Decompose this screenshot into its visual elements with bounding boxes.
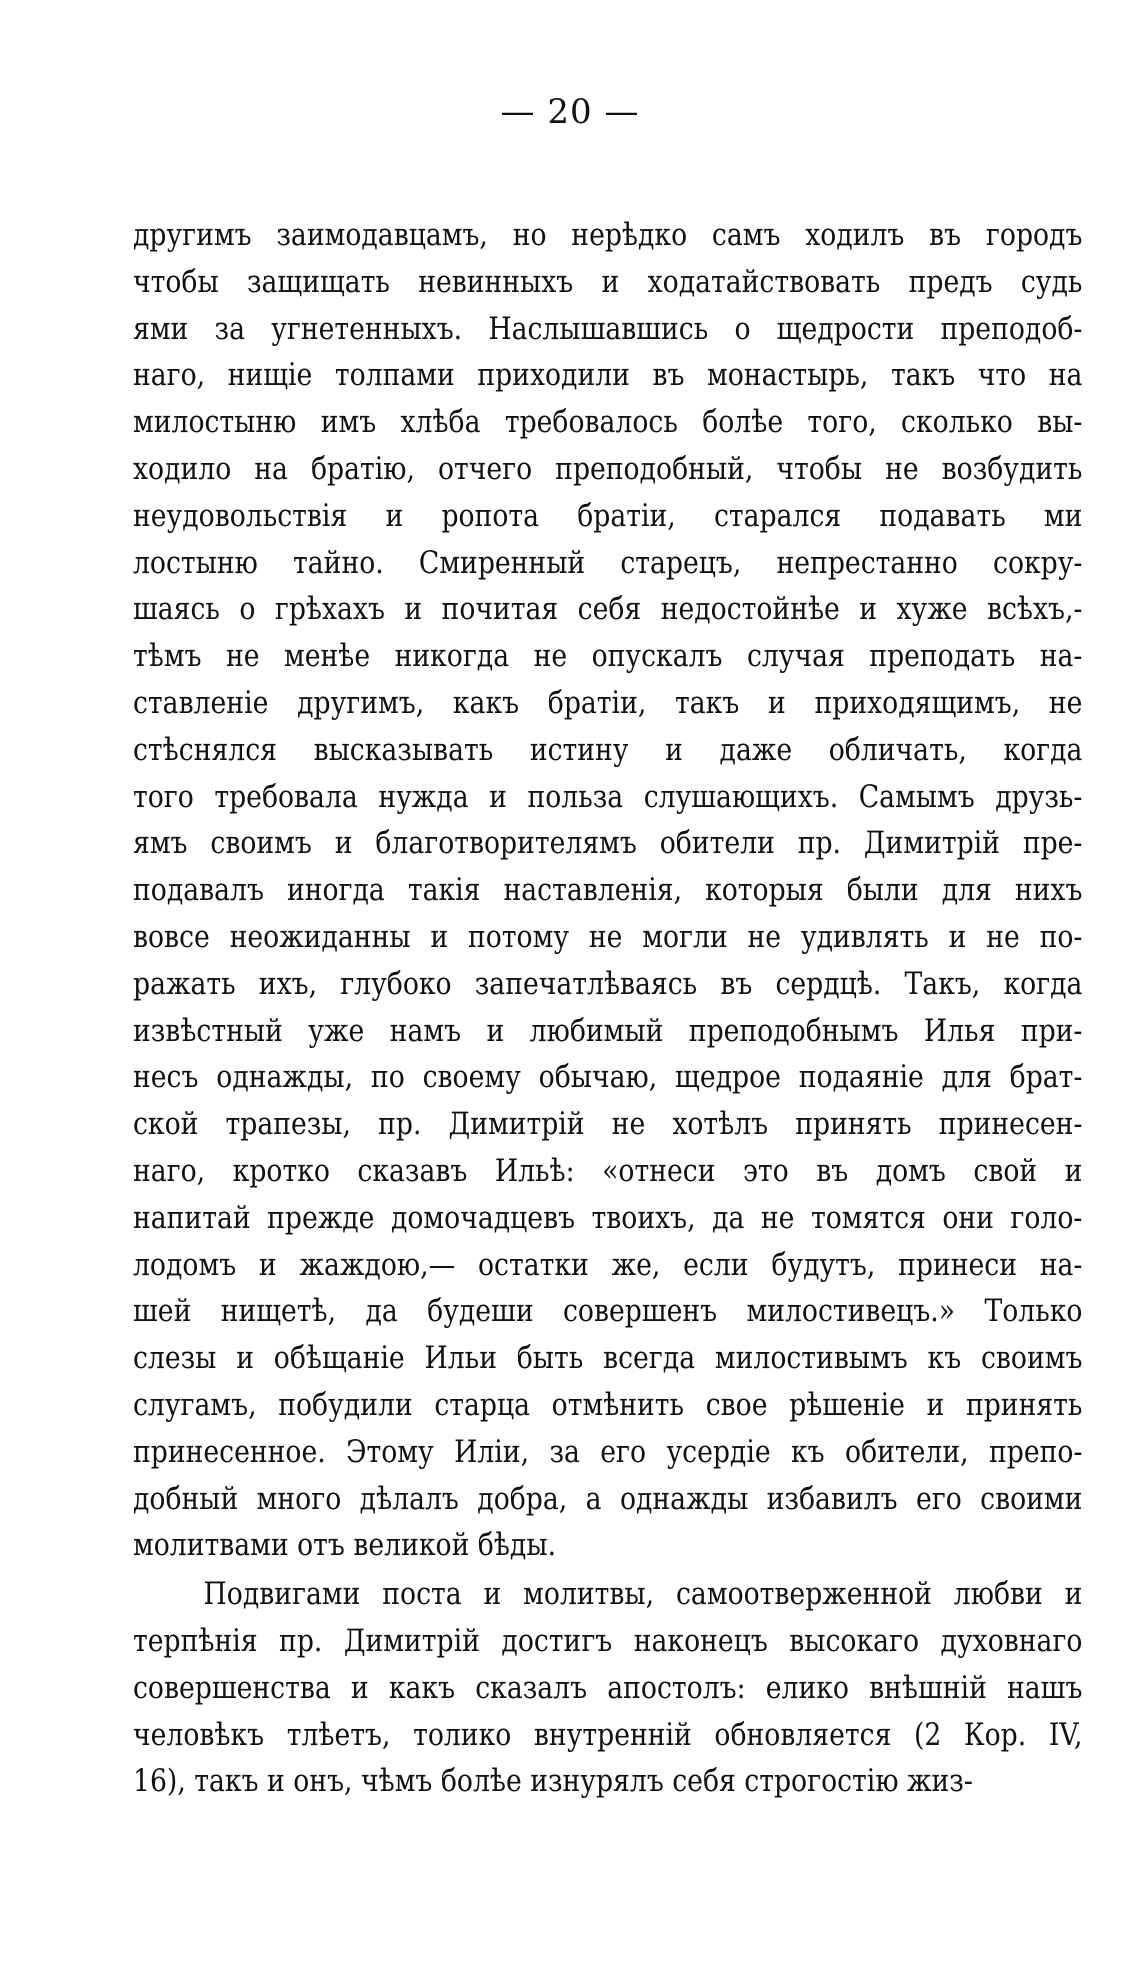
text-line: слугамъ, побудили старца отмѣнить свое рѣшеніе и принять <box>133 1386 1083 1423</box>
text-line: подавалъ иногда такія наставленія, которыя были для нихъ <box>133 872 1083 909</box>
text-line: ямъ своимъ и благотворителямъ обители пр. Димитрій пре- <box>133 825 1083 862</box>
text-line: стѣснялся высказывать истину и даже обличать, когда <box>133 731 1083 768</box>
text-line: ской трапезы, пр. Димитрій не хотѣлъ принять принесен- <box>133 1106 1083 1143</box>
text-line: неудовольствія и ропота братіи, старался подавать ми <box>133 497 1083 534</box>
text-line: Подвигами поста и молитвы, самоотверженной любви и <box>203 1576 1083 1613</box>
text-line: лостыню тайно. Смиренный старецъ, непрестанно сокру- <box>133 544 1083 581</box>
text-line: другимъ заимодавцамъ, но нерѣдко самъ ходилъ въ городъ <box>133 217 1083 253</box>
text-line: тѣмъ не менѣе никогда не опускалъ случая преподать на- <box>133 638 1083 675</box>
text-line: несъ однажды, по своему обычаю, щедрое подаяніе для брат- <box>133 1059 1083 1096</box>
text-line: шаясь о грѣхахъ и почитая себя недостойнѣе и хуже всѣхъ,- <box>133 591 1083 628</box>
text-line: наго, кротко сказавъ Ильѣ: «отнеси это въ домъ свой и <box>133 1152 1083 1189</box>
text-line: чтобы защищать невинныхъ и ходатайствовать предъ судь <box>133 263 1083 300</box>
text-line: принесенное. Этому Иліи, за его усердіе къ обители, препо- <box>133 1433 1083 1470</box>
text-line: шей нищетѣ, да будеши совершенъ милостивецъ.» Только <box>133 1293 1083 1330</box>
text-line: добный много дѣлалъ добра, а однажды избавилъ его своими <box>133 1480 1083 1517</box>
text-line: 16), такъ и онъ, чѣмъ болѣе изнурялъ себя строгостію жиз- <box>133 1763 973 1800</box>
text-line: терпѣнія пр. Димитрій достигъ наконецъ высокаго духовнаго <box>133 1622 1083 1659</box>
page-number: — 20 — <box>500 92 640 132</box>
text-line: ражать ихъ, глубоко запечатлѣваясь въ сердцѣ. Такъ, когда <box>133 965 1083 1002</box>
body-text <box>133 212 1083 1805</box>
text-line: милостыню имъ хлѣба требовалось болѣе того, сколько вы- <box>133 404 1083 441</box>
text-line: лодомъ и жаждою,— остатки же, если будутъ, принеси на- <box>133 1246 1083 1283</box>
text-line: ходило на братію, отчего преподобный, чтобы не возбудить <box>133 450 1083 487</box>
text-line: слезы и обѣщаніе Ильи быть всегда милостивымъ къ своимъ <box>133 1340 1083 1377</box>
text-line: вовсе неожиданны и потому не могли не удивлять и не по- <box>133 918 1083 955</box>
text-line: извѣстный уже намъ и любимый преподобнымъ Илья при- <box>133 1012 1083 1049</box>
paragraph <box>133 212 1083 1569</box>
text-line: ставленіе другимъ, какъ братіи, такъ и приходящимъ, не <box>133 684 1083 721</box>
text-line: того требовала нужда и польза слушающихъ. Самымъ друзь- <box>133 778 1083 815</box>
text-line: ями за угнетенныхъ. Наслышавшись о щедрости преподоб- <box>133 310 1083 347</box>
paragraph <box>133 1571 1083 1805</box>
text-line: напитай прежде домочадцевъ твоихъ, да не томятся они голо- <box>133 1199 1083 1236</box>
text-line: совершенства и какъ сказалъ апостолъ: елико внѣшній нашъ <box>133 1669 1083 1706</box>
text-line: молитвами отъ великой бѣды. <box>133 1527 557 1564</box>
text-line: наго, нищіе толпами приходили въ монастырь, такъ что на <box>133 357 1083 394</box>
text-line: человѣкъ тлѣетъ, толико внутренній обновляется (2 Кор. IV, <box>133 1716 1083 1753</box>
